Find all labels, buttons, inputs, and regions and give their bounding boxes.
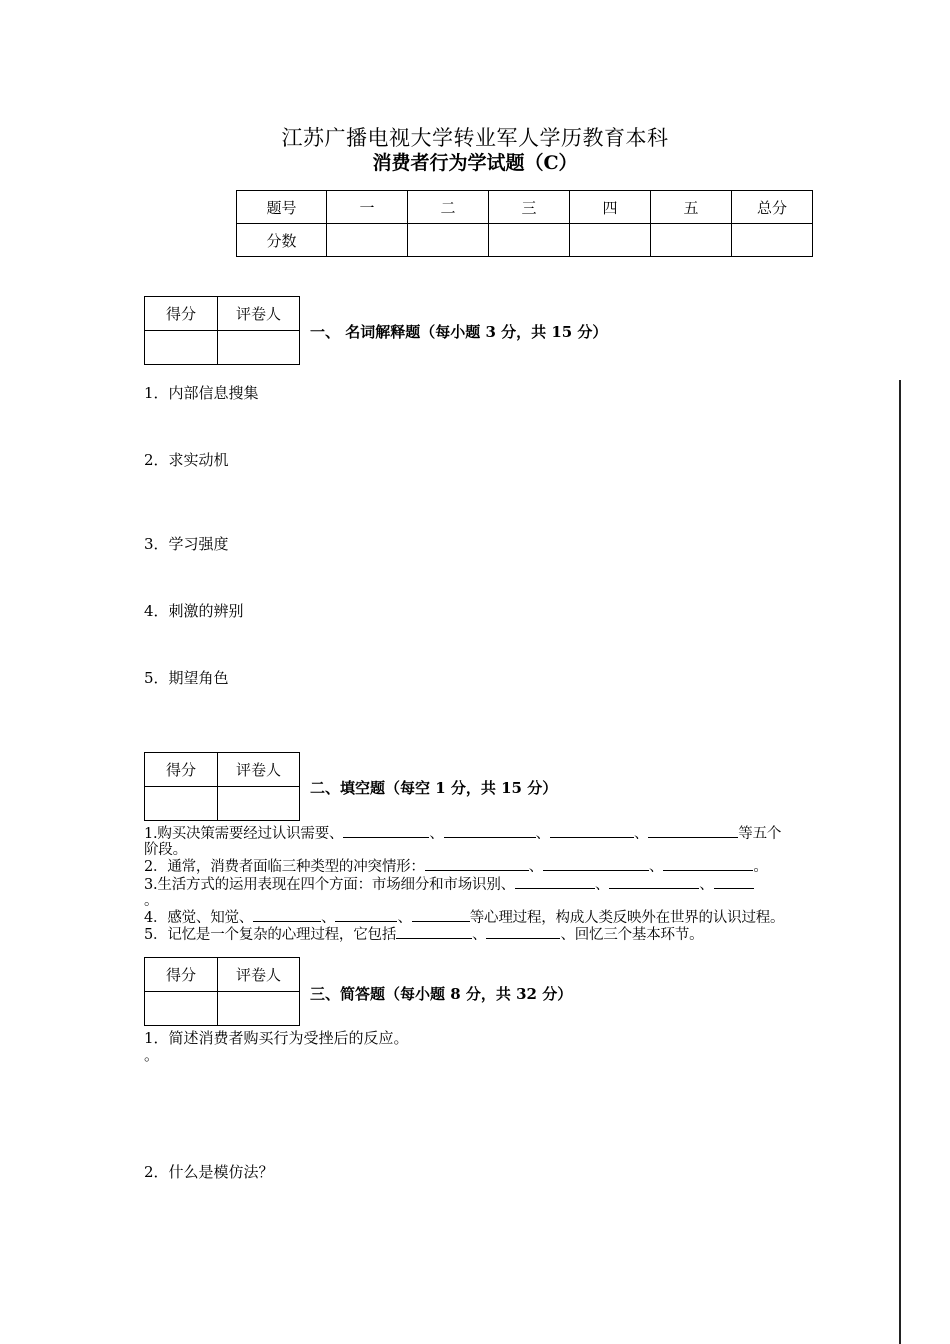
grader-score-cell[interactable] [145,992,218,1026]
grader-score-label: 得分 [145,297,218,331]
fill-sep: 、 [321,910,336,926]
fill-sep: 、 [429,826,444,842]
answer-blank[interactable] [609,875,699,889]
grader-name-label: 评卷人 [218,958,300,992]
answer-blank[interactable] [663,857,753,871]
grader-name-cell[interactable] [218,787,300,821]
answer-blank[interactable] [396,925,472,939]
score-table-row-label: 分数 [237,224,327,257]
score-table-header-4: 四 [570,191,651,224]
total-score-table [236,190,813,257]
grader-name-label: 评卷人 [218,753,300,787]
answer-blank[interactable] [543,857,649,871]
fill-question-1-cont: 阶段。 [144,842,187,858]
section2-heading: 二、填空题（每空 1 分，共 15 分） [310,779,558,797]
answer-blank[interactable] [550,824,634,838]
fill-text: 4．感觉、知觉、 [144,910,254,926]
section3-heading: 三、简答题（每小题 8 分，共 32 分） [310,985,573,1003]
grader-score-label: 得分 [145,958,218,992]
fill-text: 3.生活方式的运用表现在四个方面：市场细分和市场识别、 [144,877,515,893]
grader-name-cell[interactable] [218,331,300,365]
grader-score-cell[interactable] [145,787,218,821]
section1-heading: 一、 名词解释题（每小题 3 分，共 15 分） [310,323,608,341]
score-table-header-5: 五 [651,191,732,224]
short-answer-question-1-cont: 。 [144,1046,160,1064]
section1-question-4: 4．刺激的辨别 [144,602,244,620]
fill-question-1 [144,822,781,843]
fill-sep: 、 [699,877,714,893]
fill-question-3-cont: 。 [144,893,159,909]
answer-blank[interactable] [486,925,560,939]
section2-grader-box [144,752,300,821]
fill-text: 。 [753,859,768,875]
answer-blank[interactable] [343,824,429,838]
score-table-header-1: 一 [327,191,408,224]
section1-question-5: 5．期望角色 [144,669,229,687]
fill-text: 等五个 [738,826,782,842]
fill-sep: 、 [528,859,544,875]
answer-blank[interactable] [412,908,470,922]
score-table-header-total: 总分 [732,191,813,224]
fill-sep: 、 [594,877,610,893]
fill-text: 1.购买决策需要经过认识需要、 [144,826,344,842]
score-cell[interactable] [732,224,813,257]
binding-margin-line [899,380,901,1344]
answer-blank[interactable] [335,908,397,922]
section1-question-3: 3．学习强度 [144,535,229,553]
fill-sep: 、 [649,859,664,875]
short-answer-question-1: 1．简述消费者购买行为受挫后的反应。 [144,1029,409,1047]
section3-grader-box [144,957,300,1026]
exam-subject-title: 消费者行为学试题（C） [372,152,578,174]
answer-blank[interactable] [444,824,536,838]
answer-blank[interactable] [515,875,595,889]
score-table-header-question: 题号 [237,191,327,224]
answer-blank[interactable] [648,824,738,838]
exam-institution-title: 江苏广播电视大学转业军人学历教育本科 [281,126,669,150]
answer-blank[interactable] [425,857,529,871]
section1-question-2: 2．求实动机 [144,451,229,469]
fill-text: 等心理过程，构成人类反映外在世界的认识过程。 [469,910,785,926]
fill-question-5 [144,923,703,944]
score-cell[interactable] [570,224,651,257]
grader-score-label: 得分 [145,753,218,787]
score-cell[interactable] [408,224,489,257]
answer-blank[interactable] [253,908,321,922]
fill-text: 5．记忆是一个复杂的心理过程，它包括 [144,927,397,943]
grader-name-label: 评卷人 [218,297,300,331]
fill-question-3 [144,873,754,894]
fill-text: 2．通常，消费者面临三种类型的冲突情形： [144,859,425,875]
fill-sep: 、 [633,826,649,842]
fill-sep: 、 [397,910,412,926]
grader-score-cell[interactable] [145,331,218,365]
fill-sep: 、 [535,826,550,842]
fill-text: 、回忆三个基本环节。 [560,927,704,943]
score-cell[interactable] [489,224,570,257]
score-table-header-3: 三 [489,191,570,224]
answer-blank[interactable] [714,875,754,889]
fill-sep: 、 [472,927,487,943]
section1-grader-box [144,296,300,365]
short-answer-question-2: 2．什么是模仿法？ [144,1163,274,1181]
section1-question-1: 1．内部信息搜集 [144,384,259,402]
score-cell[interactable] [651,224,732,257]
score-table-header-2: 二 [408,191,489,224]
grader-name-cell[interactable] [218,992,300,1026]
score-cell[interactable] [327,224,408,257]
